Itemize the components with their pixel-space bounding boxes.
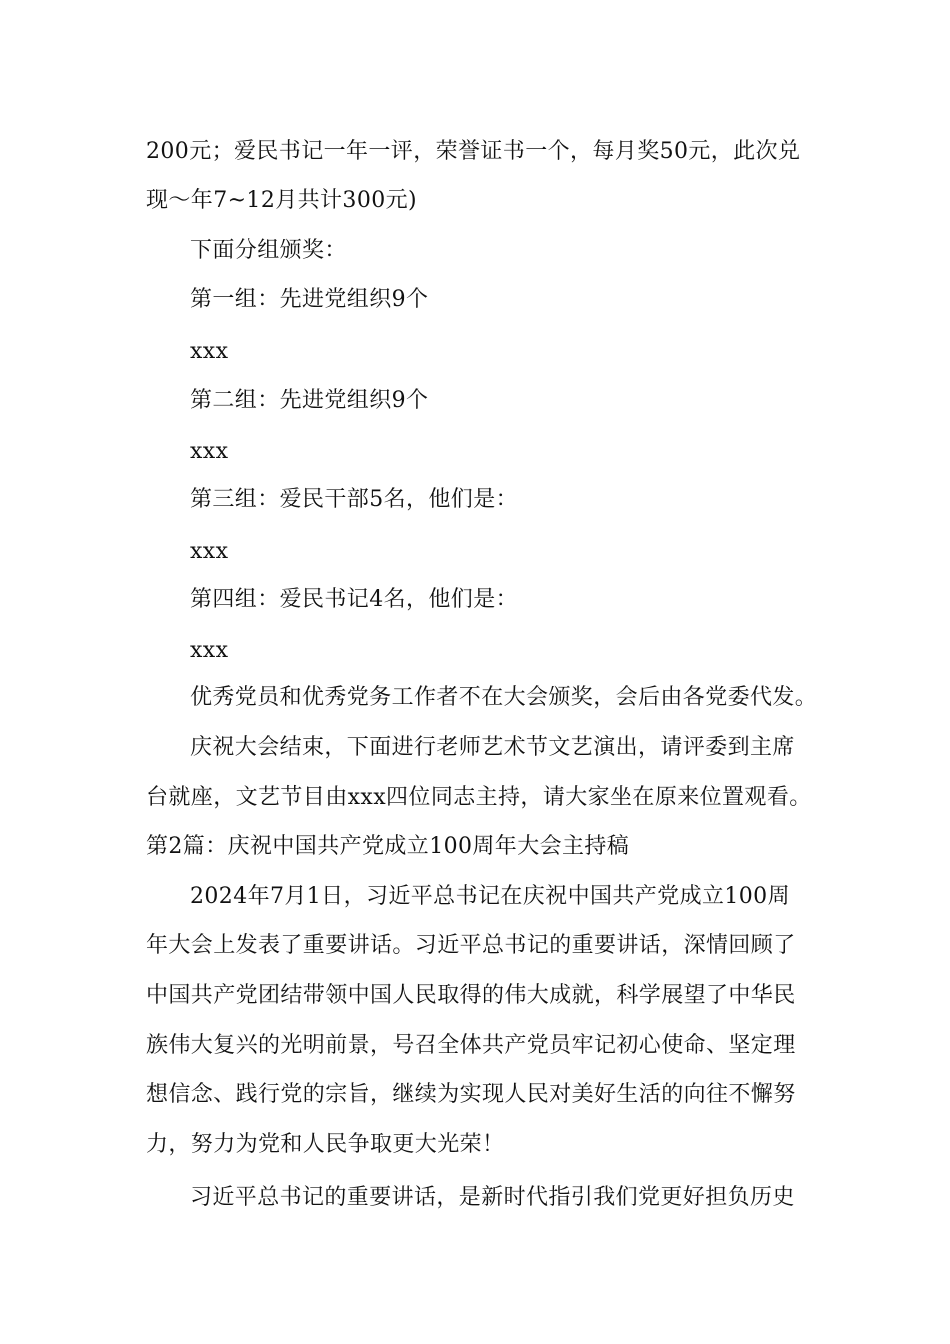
award-group-heading: 第四组：爱民书记4名，他们是： xyxy=(190,587,518,612)
section-title: 第2篇：庆祝中国共产党成立100周年大会主持稿 xyxy=(146,834,630,859)
award-group-heading: 第三组：爱民干部5名，他们是： xyxy=(190,487,518,512)
award-group-names: xxx xyxy=(190,638,229,663)
text-line: 优秀党员和优秀党务工作者不在大会颁奖，会后由各党委代发。 xyxy=(190,685,818,710)
award-group-names: xxx xyxy=(190,339,229,364)
text-line: 200元；爱民书记一年一评，荣誉证书一个，每月奖50元，此次兑 xyxy=(146,139,801,164)
text-line: 庆祝大会结束，下面进行老师艺术节文艺演出，请评委到主席 xyxy=(190,735,795,760)
text-line: 想信念、践行党的宗旨，继续为实现人民对美好生活的向往不懈努 xyxy=(146,1082,796,1107)
text-line: 现～年7~12月共计300元) xyxy=(146,188,417,213)
award-group-heading: 第二组：先进党组织9个 xyxy=(190,388,429,413)
text-line: 中国共产党团结带领中国人民取得的伟大成就，科学展望了中华民 xyxy=(146,983,796,1008)
award-group-heading: 第一组：先进党组织9个 xyxy=(190,287,429,312)
text-line: 下面分组颁奖： xyxy=(190,238,347,263)
award-group-names: xxx xyxy=(190,439,229,464)
award-group-names: xxx xyxy=(190,539,229,564)
text-line: 习近平总书记的重要讲话，是新时代指引我们党更好担负历史 xyxy=(190,1185,795,1210)
text-line: 年大会上发表了重要讲话。习近平总书记的重要讲话，深情回顾了 xyxy=(146,933,796,958)
text-line: 台就座，文艺节目由xxx四位同志主持，请大家坐在原来位置观看。 xyxy=(146,785,812,810)
text-line: 2024年7月1日，习近平总书记在庆祝中国共产党成立100周 xyxy=(190,884,790,909)
text-line: 族伟大复兴的光明前景，号召全体共产党员牢记初心使命、坚定理 xyxy=(146,1033,796,1058)
text-line: 力，努力为党和人民争取更大光荣！ xyxy=(146,1132,505,1157)
